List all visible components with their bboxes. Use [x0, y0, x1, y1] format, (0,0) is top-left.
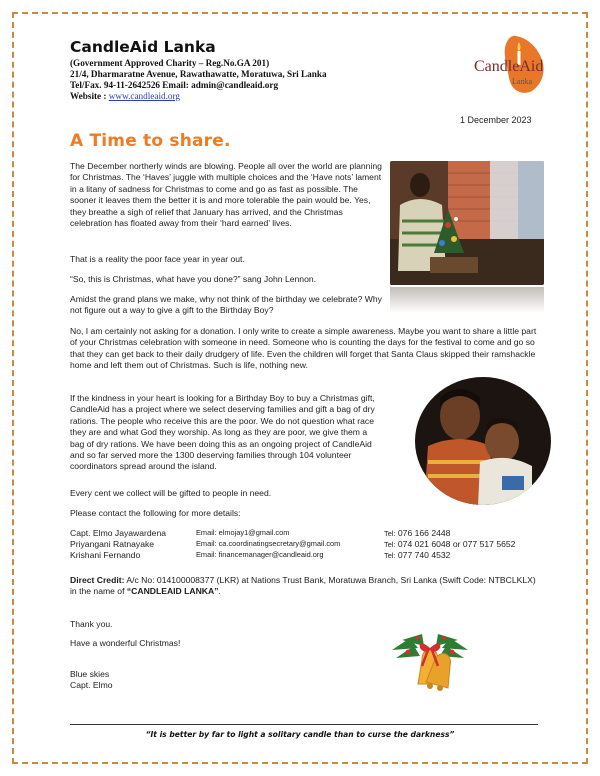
photo-reflection — [390, 287, 544, 313]
paragraph-every-cent: Every cent we collect will be gifted to people in need. — [70, 488, 272, 498]
paragraph-lennon: “So, this is Christmas, what have you done?” sang John Lennon. — [70, 274, 317, 284]
email-label: Email: — [196, 528, 217, 537]
direct-credit — [70, 575, 540, 598]
paragraph-awareness: No, I am certainly not asking for a donation. I only write to create a simple awareness. Maybe you want to share a little part of your Christmas celebration with someone in need. Someone who is counting the days for the festival to come and go so that they can get back to their daily drudgery of life. Even the children will forget that Santa Claus skipped their ramshackle home and left them out of Christmas. Such is life, nothing new. — [70, 326, 537, 371]
paragraph-intro: The December northerly winds are blowing. People all over the world are planning for Christmas. The ‘Haves’ juggle with multiple choices and the ‘Have nots’ lament in a litany of sadness for Christmas to come and go as fast as possible. The sooner it leaves them the better it is and more tolerable the pain would be. Yes, they breathe a sigh of relief that January has arrived, and the Christmas celebration has floated away from their ‘hard earned’ lives. — [70, 161, 382, 229]
logo-text: CandleAid — [474, 58, 544, 75]
contact-tel-row — [384, 539, 515, 549]
contact-name: Priyangani Ratnayake — [70, 539, 155, 549]
contact-email-row — [196, 528, 289, 537]
tel-label: Tel: — [384, 529, 396, 538]
paragraph-project: If the kindness in your heart is looking for a Birthday Boy to buy a Christmas gift, CandleAid has a project where we select deserving families and gift a bag of dry rations. The people who receive this are the poor. We do not question what race they are and what God they worship. As long as they are poor, we give them a bag of dry rations. We have been doing this as an ongoing project of CandleAid and so far served more the 1300 deserving families through 104 volunteer coordinators spread around the island. — [70, 393, 375, 472]
contact-tel: 077 740 4532 — [397, 550, 451, 560]
paragraph-birthday: Amidst the grand plans we make, why not think of the birthday we celebrate? Why not figure out a way to give a gift to the Birthday Boy? — [70, 294, 382, 316]
paragraph-reality: That is a reality the poor face year in year out. — [70, 254, 245, 264]
logo-subtext: Lanka — [512, 77, 532, 86]
contact-tel-row — [384, 528, 450, 538]
signoff-line-1: Blue skies — [70, 669, 110, 679]
contact-tel: 076 166 2448 — [397, 528, 451, 538]
man-with-christmas-tree-photo — [390, 161, 544, 285]
org-address: 21/4, Dharmaratne Avenue, Rawathawatte, Moratuwa, Sri Lanka — [70, 69, 327, 79]
tel-label: Tel: — [384, 540, 396, 549]
contact-email-row — [196, 539, 340, 548]
website-line — [70, 91, 180, 101]
contact-email-row — [196, 550, 324, 559]
email-label: Email: — [196, 550, 217, 559]
website-label: Website : — [70, 91, 107, 101]
org-contact: Tel/Fax. 94-11-2642526 Email: admin@candleaid.org — [70, 80, 279, 90]
paragraph-contact-intro: Please contact the following for more details: — [70, 508, 241, 518]
contact-tel-row — [384, 550, 450, 560]
footer-divider — [70, 724, 538, 725]
contact-name: Krishani Fernando — [70, 550, 141, 560]
footer-quote: “It is better by far to light a solitary candle than to curse the darkness” — [145, 730, 455, 739]
contact-tel: 074 021 6048 or 077 517 5652 — [397, 539, 516, 549]
letter-title: A Time to share. — [70, 131, 231, 151]
mother-and-child-photo — [414, 376, 552, 506]
direct-credit-end: . — [218, 586, 221, 597]
signoff-signature: Capt. Elmo — [70, 680, 113, 690]
letter-date: 1 December 2023 — [460, 115, 532, 125]
contact-email[interactable]: financemanager@candleaid.org — [218, 550, 324, 559]
email-label: Email: — [196, 539, 217, 548]
direct-credit-text: A/c No: 014100008377 (LKR) at Nations Trust Bank, Moratuwa Branch, Sri Lanka (Swift Code: NTBCLKLX) in the name of — [70, 575, 536, 597]
closing-thanks: Thank you. — [70, 619, 113, 629]
org-name: CandleAid Lanka — [70, 38, 216, 56]
website-link[interactable]: www.candleaid.org — [108, 91, 180, 101]
charity-registration: (Government Approved Charity – Reg.No.GA 201) — [70, 58, 270, 68]
christmas-bells-icon — [388, 626, 472, 694]
direct-credit-label: Direct Credit: — [70, 575, 125, 585]
contact-email[interactable]: elmojay1@gmail.com — [218, 528, 290, 537]
tel-label: Tel: — [384, 551, 396, 560]
account-name: “CANDLEAID LANKA” — [126, 586, 219, 597]
closing-wish: Have a wonderful Christmas! — [70, 638, 181, 648]
contact-email[interactable]: ca.coordinatingsecretary@gmail.com — [218, 539, 341, 548]
contact-name: Capt. Elmo Jayawardena — [70, 528, 167, 538]
